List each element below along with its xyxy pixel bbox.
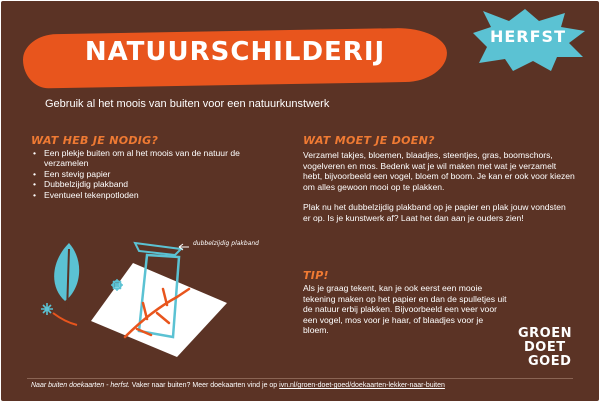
steps-heading: WAT MOET JE DOEN? <box>303 134 435 147</box>
list-item: • Een plekje buiten om al het moois van de natuur de verzamelen <box>31 148 271 169</box>
logo-line: GOED <box>528 354 572 369</box>
footer-text: Vaker naar buiten? Meer doekaarten vind je op <box>129 382 280 389</box>
list-item: • Eventueel tekenpotloden <box>31 190 271 200</box>
subtitle: Gebruik al het moois van buiten voor een natuurkunstwerk <box>45 98 330 110</box>
paper-icon <box>91 243 227 357</box>
needs-heading: WAT HEB JE NODIG? <box>31 134 159 147</box>
footer-divider <box>27 378 573 379</box>
footer-italic: Naar buiten doekaarten - herfst. <box>31 382 130 389</box>
illustration-annotation: dubbelzijdig plakband <box>193 240 259 247</box>
needs-list <box>31 148 271 200</box>
steps-paragraph-1: Verzamel takjes, bloemen, blaadjes, steentjes, gras, boomschors, vogelveren en mos. Bedenk wat je wil maken met wat je verzamelt hebt, bijvoorbeeld een vogel, bloem of boom. Je kan er ook voor kiezen om alles gewoon mooi op te plakken. <box>303 150 575 192</box>
steps-paragraph-2: Plak nu het dubbelzijdig plakband op je papier en plak jouw vondsten er op. Is je kunstwerk af? Laat het dan aan je ouders zien! <box>303 202 566 223</box>
list-item: • Een stevig papier <box>31 169 271 179</box>
season-label: HERFST <box>489 27 566 46</box>
tip-text: Als je graag tekent, kan je ook eerst een mooie tekening maken op het papier en dan de spulletjes uit de natuur erbij plakken. Bijvoorbeeld een veer voor een vogel, mos voor je haar, of blaadjes voor je bloem. <box>303 283 507 336</box>
list-item: • Dubbelzijdig plakband <box>31 179 271 189</box>
logo-line: DOET <box>524 340 566 355</box>
groen-doet-goed-logo <box>518 327 586 369</box>
footer-link[interactable]: ivn.nl/groen-doet-goed/doekaarten-lekker-naar-buiten <box>279 382 445 389</box>
tip-heading: TIP! <box>303 269 329 282</box>
activity-card <box>1 1 599 401</box>
illustration <box>29 227 279 367</box>
page-title: NATUURSCHILDERIJ <box>84 37 386 67</box>
leaf-icon <box>54 243 79 313</box>
footer <box>31 382 445 389</box>
logo-line: GROEN <box>518 326 572 341</box>
